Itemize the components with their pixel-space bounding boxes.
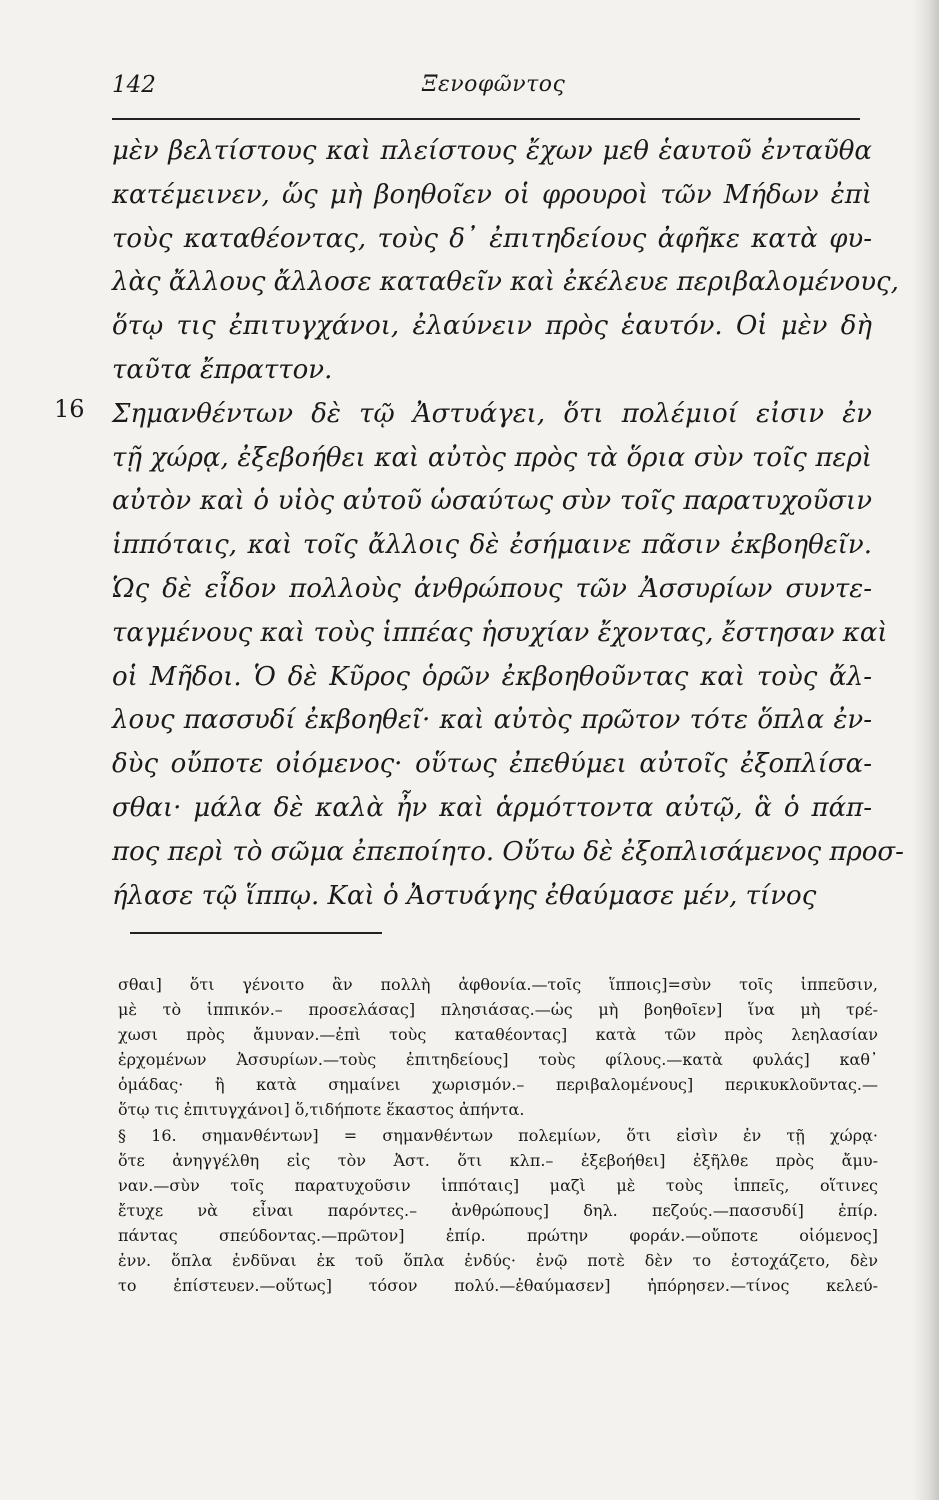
main-text-line: πος περὶ τὸ σῶμα ἐπεποίητο. Οὕτω δὲ ἐξοπλισάμενος προσ- — [112, 836, 904, 867]
main-text-line: δὺς οὔποτε οἰόμενος· οὕτως ἐπεθύμει αὐτοῖς ἐξοπλίσα- — [112, 749, 872, 780]
main-text-line: Σημανθέντων δὲ τῷ Ἀστυάγει, ὅτι πολέμιοί εἰσιν ἐν — [112, 398, 872, 429]
footnote-line: πάντας σπεύδοντας.—πρῶτον] ἐπίρ. πρώτην φοράν.—οὔποτε οἰόμενος] — [118, 1225, 878, 1245]
footnote-line: σθαι] ὅτι γένοιτο ἂν πολλὴ ἀφθονία.—τοῖς ἵπποις]=σὺν τοῖς ἱππεῦσιν, — [118, 975, 878, 994]
running-title: Ξενοφῶντος — [422, 72, 566, 97]
main-text-line: σθαι· μάλα δὲ καλὰ ἦν καὶ ἁρμόττοντα αὐτῷ, ἃ ὁ πάπ- — [112, 792, 872, 823]
main-text-line: μὲν βελτίστους καὶ πλείστους ἔχων μεθ ἑαυτοῦ ἐνταῦθα — [112, 136, 872, 166]
main-text-line: Ὡς δὲ εἶδον πολλοὺς ἀνθρώπους τῶν Ἀσσυρίων συντε- — [112, 573, 872, 604]
main-text-line: λὰς ἄλλους ἄλλοσε καταθεῖν καὶ ἐκέλευε περιβαλομένους, — [112, 267, 899, 298]
footnote-line: ὅτῳ τις ἐπιτυγχάνοι] ὅ,τιδήποτε ἕκαστος ἀπήντα. — [118, 1100, 525, 1120]
section-number: 16 — [54, 395, 85, 423]
footnote-line: ἐνν. ὅπλα ἐνδῦναι ἐκ τοῦ ὅπλα ἐνδύς· ἐνῷ ποτὲ δὲν το ἐστοχάζετο, δὲν — [118, 1251, 878, 1271]
page-edge-shadow — [913, 0, 939, 1500]
footnote-line: ὅτε ἀνηγγέλθη εἰς τὸν Ἀστ. ὅτι κλπ.– ἐξεβοήθει] ἐξῆλθε πρὸς ἄμυ- — [118, 1150, 878, 1170]
main-text-line: ἱππόταις, καὶ τοῖς ἄλλοις δὲ ἐσήμαινε πᾶσιν ἐκβοηθεῖν. — [112, 530, 872, 561]
page-number: 142 — [112, 72, 156, 98]
main-text — [112, 130, 904, 918]
main-text-line: τοὺς καταθέοντας, τοὺς δ᾽ ἐπιτηδείους ἀφῆκε κατὰ φυ- — [112, 223, 872, 254]
footnote-rule — [130, 932, 382, 934]
footnotes — [118, 972, 878, 1298]
main-text-line: ὅτῳ τις ἐπιτυγχάνοι, ἐλαύνειν πρὸς ἑαυτόν. Οἱ μὲν δὴ — [112, 311, 872, 342]
footnote-line: μὲ τὸ ἱππικόν.– προσελάσας] πλησιάσας.—ὡς μὴ βοηθοῖεν] ἵνα μὴ τρέ- — [118, 1000, 878, 1020]
footnote-line: ὁμάδας· ἢ κατὰ σημαίνει χωρισμόν.– περιβαλομένους] περικυκλοῦντας.— — [118, 1075, 878, 1095]
footnote-line: χωσι πρὸς ἄμυναν.—ἐπὶ τοὺς καταθέοντας] κατὰ τῶν πρὸς λεηλασίαν — [118, 1025, 878, 1045]
header-rule — [112, 118, 860, 120]
main-text-line: κατέμεινεν, ὥς μὴ βοηθοῖεν οἱ φρουροὶ τῶν Μήδων ἐπὶ — [112, 179, 872, 210]
footnote-line: το ἐπίστευεν.—οὕτως] τόσον πολύ.—ἐθαύμασεν] ἠπόρησεν.—τίνος κελεύ- — [118, 1276, 878, 1296]
running-head — [112, 72, 860, 112]
main-text-line: αὐτὸν καὶ ὁ υἱὸς αὐτοῦ ὡσαύτως σὺν τοῖς παρατυχοῦσιν — [112, 486, 872, 517]
main-text-line: ήλασε τῷ ἵππῳ. Καὶ ὁ Ἀστυάγης ἐθαύμασε μέν, τίνος — [112, 880, 817, 911]
main-text-line: λους πασσυδί ἐκβοηθεῖ· καὶ αὐτὸς πρῶτον τότε ὅπλα ἐν- — [112, 705, 872, 736]
footnote-line: ἔτυχε νὰ εἶναι παρόντες.– ἀνθρώπους] δηλ. πεζούς.—πασσυδί] ἐπίρ. — [118, 1200, 878, 1220]
main-text-line: τῇ χώρᾳ, ἐξεβοήθει καὶ αὐτὸς πρὸς τὰ ὅρια σὺν τοῖς περὶ — [112, 442, 872, 473]
footnote-line: § 16. σημανθέντων] = σημανθέντων πολεμίων, ὅτι εἰσὶν ἐν τῇ χώρᾳ· — [118, 1125, 878, 1145]
main-text-line: οἱ Μῆδοι. Ὁ δὲ Κῦρος ὁρῶν ἐκβοηθοῦντας καὶ τοὺς ἄλ- — [112, 661, 872, 692]
main-text-line: ταγμένους καὶ τοὺς ἱππέας ἡσυχίαν ἔχοντας, ἔστησαν καὶ — [112, 617, 888, 648]
footnote-line: ναν.—σὺν τοῖς παρατυχοῦσιν ἱππόταις] μαζὶ μὲ τοὺς ἱππεῖς, οἵτινες — [118, 1175, 878, 1195]
footnote-line: ἐρχομένων Ἀσσυρίων.—τοὺς ἐπιτηδείους] τοὺς φίλους.—κατὰ φυλάς] καθ᾽ — [118, 1050, 878, 1070]
main-text-line: ταῦτα ἔπραττον. — [112, 354, 333, 385]
